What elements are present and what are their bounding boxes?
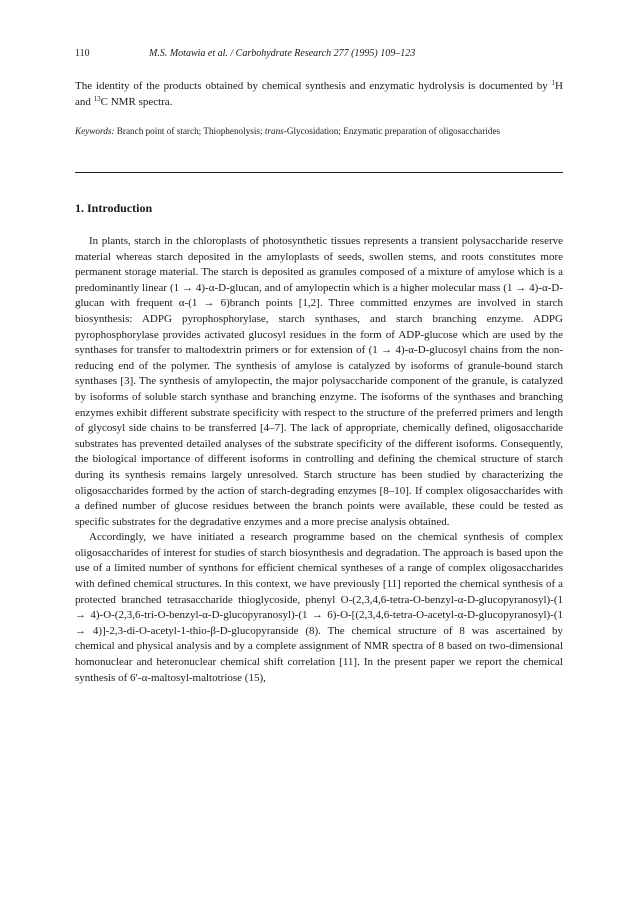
article-body bbox=[75, 234, 563, 686]
paragraph: In plants, starch in the chloroplasts of photosynthetic tissues represents a transient polysaccharide reserve material whereas starch deposited in the amyloplasts of seeds, swollen stems, and roots constitutes more permanent storage material. The starch is deposited as granules composed of a mixture of amylose which is a predominantly linear (1 → 4)-α-D-glucan, and of amylopectin which is a higher molecular mass (1 → 4)-α-D-glucan with frequent α-(1 → 6)branch points [1,2]. Three committed enzymes are involved in starch biosynthesis: ADPG pyrophosphorylase, starch synthases, and starch branching enzyme. ADPG pyrophosphorylase provides activated glucosyl residues in the form of ADP-glucose which are used by the synthases for transfer to maltodextrin primers or for extension of (1 → 4)-α-D-glucosyl chains from the non-reducing end of the polymer. The synthesis of amylose is catalyzed by isoforms of granule-bound starch synthases [3]. The synthesis of amylopectin, the major polysaccharide component of the granule, is catalyzed by isoforms of soluble starch synthase and branching enzyme. The isoforms of the synthases and branching enzymes exhibit different substrate specificity with respect to the structure of the preferred primers and length of glycosyl side chains to be transferred [4–7]. The lack of appropriate, chemically defined, oligosaccharide substrates has prevented detailed analyses of the substrate specificity of the different isoforms. Consequently, the biological importance of different isoforms in controlling and defining the chemical structure of starch during its synthesis remains largely unresolved. Starch structure has been studied by characterizing the oligosaccharides formed by the action of starch-degrading enzymes [8–10]. If complex oligosaccharides with a defined number of glucose residues between the branch points were available, these could be tested as specific substrates for the degradative enzymes and a more precise analysis obtained. bbox=[75, 235, 563, 528]
abstract-text: H and bbox=[75, 80, 563, 108]
keywords bbox=[75, 124, 563, 138]
abstract-text: The identity of the products obtained by chemical synthesis and enzymatic hydrolysis is documented by bbox=[75, 80, 552, 92]
keywords-text-italic: trans bbox=[264, 126, 284, 136]
section-divider bbox=[75, 172, 563, 173]
abstract-text: C NMR spectra. bbox=[100, 96, 173, 108]
paragraph: Accordingly, we have initiated a research programme based on the chemical synthesis of complex oligosaccharides of interest for studies of starch biosynthesis and degradation. The approach is based upon the use of a limited number of synthons for efficient chemical syntheses of a range of complex oligosaccharides with defined chemical structures. In this context, we have previously [11] reported the chemical synthesis of a protected branched tetrasaccharide thioglycoside, phenyl O-(2,3,4,6-tetra-O-benzyl-α-D-glucopyranosyl)-(1 → 4)-O-(2,3,6-tri-O-benzyl-α-D-glucopyranosyl)-(1 → 6)-O-[(2,3,4,6-tetra-O-acetyl-α-D-glucopyranosyl)-(1 → 4)]-2,3-di-O-acetyl-1-thio-β-D-glucopyranside (8). The chemical structure of 8 was ascertained by chemical and physical analysis and by a complete assignment of NMR spectra of 8 based on two-dimensional homonuclear and heteronuclear chemical shift correlation [11]. In the present paper we report the chemical synthesis of 6′-α-maltosyl-maltotriose (15), bbox=[75, 531, 563, 684]
section-title: 1. Introduction bbox=[75, 201, 153, 215]
superscript: 13 bbox=[93, 95, 101, 103]
page-number: 110 bbox=[75, 48, 90, 59]
journal-reference: M.S. Motawia et al. / Carbohydrate Research 277 (1995) 109–123 bbox=[149, 48, 416, 59]
keywords-text: Branch point of starch; Thiophenolysis; bbox=[114, 126, 265, 136]
abstract-end bbox=[75, 78, 563, 110]
keywords-label: Keywords: bbox=[75, 126, 115, 136]
keywords-text: -Glycosidation; Enzymatic preparation of oligosaccharides bbox=[283, 126, 501, 136]
superscript: 1 bbox=[551, 79, 556, 87]
